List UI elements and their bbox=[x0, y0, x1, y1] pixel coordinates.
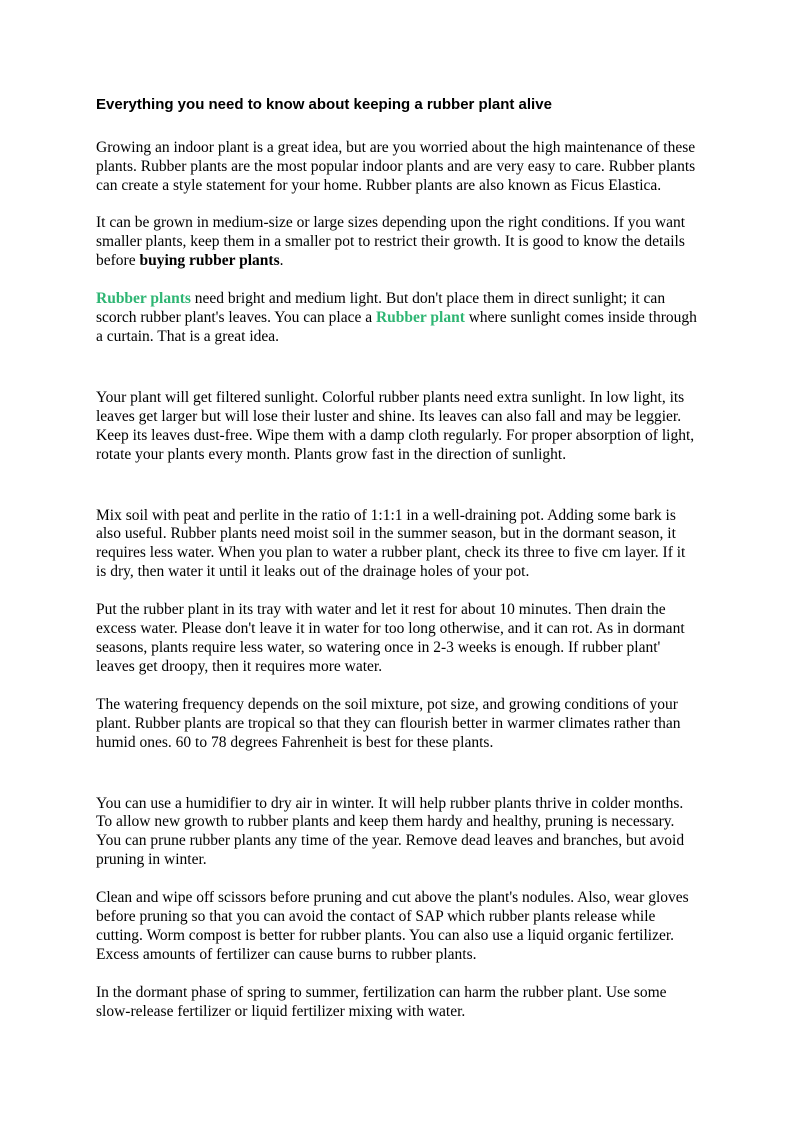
body-text: need bright and medium light. But don't place them in direct sunlight; it can scorch rubber plant's leaves. You can place a bbox=[96, 290, 666, 327]
paragraph bbox=[96, 507, 697, 583]
body-text: . bbox=[279, 252, 284, 270]
paragraph bbox=[96, 795, 697, 871]
paragraph bbox=[96, 139, 697, 196]
body-text: Clean and wipe off scissors before pruning and cut above the plant's nodules. Also, wear gloves before pruning so that you can avoid the contact of SAP which rubber plants release while cutting. Worm compost is better for rubber plants. You can also use a liquid organic fertilizer. Excess amounts of fertilizer can cause burns to rubber plants. bbox=[96, 889, 689, 963]
paragraph bbox=[96, 290, 697, 347]
paragraph bbox=[96, 984, 697, 1022]
body-text: Put the rubber plant in its tray with water and let it rest for about 10 minutes. Then drain the excess water. Please don't leave it in water for too long otherwise, and it can rot. As in dormant seasons, plants require less water, so watering once in 2-3 weeks is enough. If rubber plant' leaves get droopy, then it requires more water. bbox=[96, 601, 685, 675]
body-text: where sunlight comes inside through a curtain. That is a great idea. bbox=[96, 309, 697, 345]
body-text: You can use a humidifier to dry air in winter. It will help rubber plants thrive in colder months. To allow new growth to rubber plants and keep them hardy and healthy, pruning is necessary. You can prune rubber plants any time of the year. Remove dead leaves and branches, but avoid pruning in winter. bbox=[96, 794, 685, 869]
body-text: Mix soil with peat and perlite in the ratio of 1:1:1 in a well-draining pot. Adding some bark is also useful. Rubber plants need moist soil in the summer season, but in the dormant season, it requires less water. When you plan to water a rubber plant, check its three to five cm layer. If it is dry, then water it until it leaks out of the drainage holes of your pot. bbox=[96, 506, 686, 581]
rubber-plant-link[interactable]: Rubber plant bbox=[375, 309, 465, 327]
body-text: It can be grown in medium-size or large sizes depending upon the right conditions. If you want smaller plants, keep them in a smaller pot to restrict their growth. It is good to know the details before bbox=[96, 214, 685, 270]
paragraph bbox=[96, 889, 697, 965]
paragraph bbox=[96, 214, 697, 271]
paragraph bbox=[96, 389, 697, 465]
bold-text: buying rubber plants bbox=[139, 252, 280, 270]
body-text: Growing an indoor plant is a great idea, but are you worried about the high maintenance of these plants. Rubber plants are the most popular indoor plants and are very easy to care. Rubber plants can create a style statement for your home. Rubber plants are also known as Ficus Elastica. bbox=[96, 138, 696, 194]
document-body bbox=[96, 139, 697, 1022]
body-text: The watering frequency depends on the soil mixture, pot size, and growing conditions of your plant. Rubber plants are tropical so that they can flourish better in warmer climates rather than humid ones. 60 to 78 degrees Fahrenheit is best for these plants. bbox=[96, 695, 681, 751]
body-text: Your plant will get filtered sunlight. Colorful rubber plants need extra sunlight. In low light, its leaves get larger but will lose their luster and shine. Its leaves can also fall and may be leggier. Keep its leaves dust-free. Wipe them with a damp cloth regularly. For proper absorption of light, rotate your plants every month. Plants grow fast in the direction of sunlight. bbox=[96, 388, 695, 463]
paragraph bbox=[96, 696, 697, 753]
document-title: Everything you need to know about keeping a rubber plant alive bbox=[96, 96, 552, 113]
paragraph bbox=[96, 601, 697, 677]
body-text: In the dormant phase of spring to summer, fertilization can harm the rubber plant. Use some slow-release fertilizer or liquid fertilizer mixing with water. bbox=[96, 983, 667, 1020]
rubber-plant-link[interactable]: Rubber plants bbox=[96, 290, 191, 308]
